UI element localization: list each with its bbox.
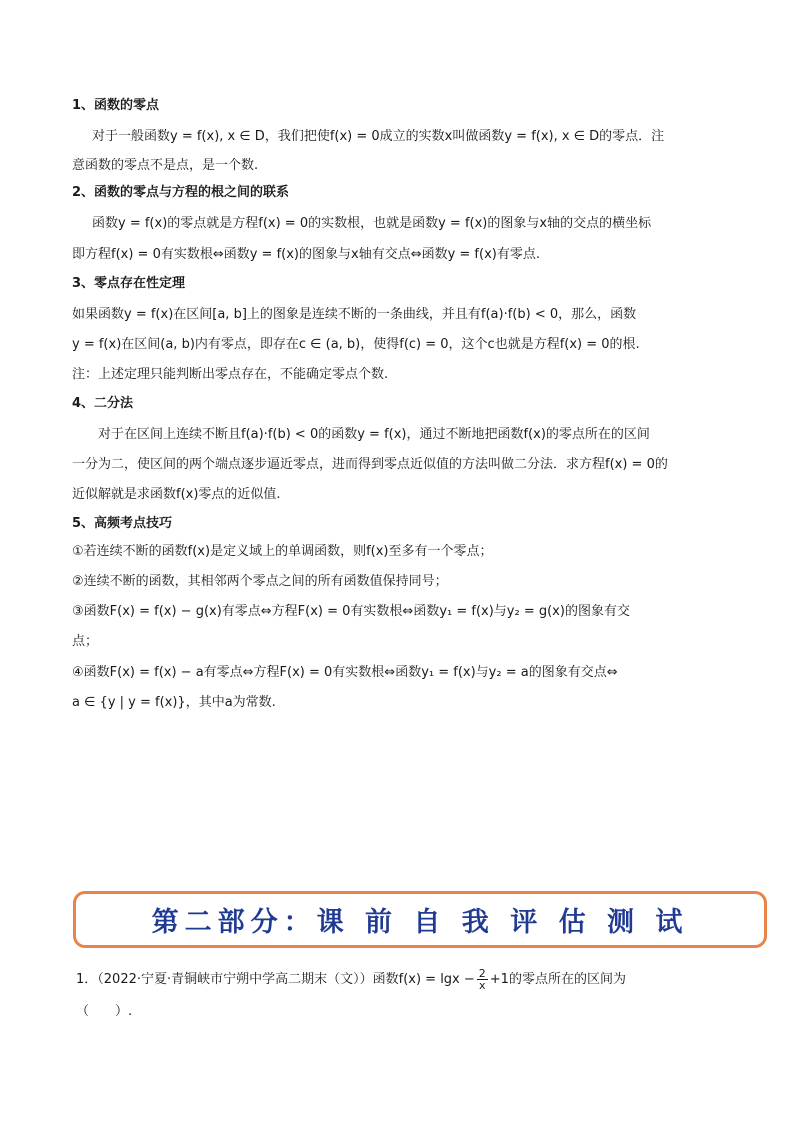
tip-item: ④函数F(x) = f(x) − a有零点⇔方程F(x) = 0有实数根⇔函数y₁ = f(x)与y₂ = a的图象有交点⇔ bbox=[72, 665, 618, 680]
tip-item: ②连续不断的函数，其相邻两个零点之间的所有函数值保持同号； bbox=[72, 574, 448, 589]
section-heading-existence-theorem: 3、零点存在性定理 bbox=[72, 276, 186, 291]
section-heading-tips: 5、高频考点技巧 bbox=[72, 516, 173, 531]
paragraph-line: y = f(x)在区间(a, b)内有零点，即存在c ∈ (a, b)，使得f(c) = 0，这个c也就是方程f(x) = 0的根. bbox=[72, 337, 640, 352]
section-banner bbox=[73, 891, 767, 948]
answer-blank: （ ）. bbox=[76, 1004, 133, 1019]
note-line: 注：上述定理只能判断出零点存在，不能确定零点个数. bbox=[72, 367, 389, 382]
paragraph-line: 对于在区间上连续不断且f(a)·f(b) < 0的函数y = f(x)，通过不断地把函数f(x)的零点所在的区间 bbox=[98, 427, 650, 442]
paragraph-line: 如果函数y = f(x)在区间[a, b]上的图象是连续不断的一条曲线，并且有f(a)·f(b) < 0，那么，函数 bbox=[72, 307, 637, 322]
section-heading-zero-point: 1、函数的零点 bbox=[72, 98, 160, 113]
paragraph-line: 对于一般函数y = f(x), x ∈ D，我们把使f(x) = 0成立的实数x叫做函数y = f(x), x ∈ D的零点．注 bbox=[92, 129, 665, 144]
tip-item-continued: 点； bbox=[72, 634, 99, 649]
question-1 bbox=[76, 968, 626, 991]
section-heading-bisection: 4、二分法 bbox=[72, 396, 134, 411]
fraction-denominator: x bbox=[479, 979, 486, 992]
tip-item: ①若连续不断的函数f(x)是定义域上的单调函数，则f(x)至多有一个零点； bbox=[72, 544, 493, 559]
tip-item: ③函数F(x) = f(x) − g(x)有零点⇔方程F(x) = 0有实数根⇔函数y₁ = f(x)与y₂ = g(x)的图象有交 bbox=[72, 604, 630, 619]
question-prefix: 1．（2022·宁夏·青铜峡市宁朔中学高二期末（文））函数f(x) = lgx − bbox=[76, 972, 475, 987]
paragraph-line: 函数y = f(x)的零点就是方程f(x) = 0的实数根，也就是函数y = f(x)的图象与x轴的交点的横坐标 bbox=[92, 216, 652, 231]
question-suffix: +1的零点所在的区间为 bbox=[489, 972, 626, 987]
paragraph-line: 一分为二，使区间的两个端点逐步逼近零点，进而得到零点近似值的方法叫做二分法．求方程f(x) = 0的 bbox=[72, 457, 668, 472]
paragraph-line: 近似解就是求函数f(x)零点的近似值. bbox=[72, 487, 281, 502]
banner-title: 第二部分：课 前 自 我 评 估 测 试 bbox=[151, 907, 689, 938]
fraction-numerator: 2 bbox=[478, 967, 486, 980]
paragraph-line: 意函数的零点不是点，是一个数. bbox=[72, 158, 259, 173]
paragraph-line: 即方程f(x) = 0有实数根⇔函数y = f(x)的图象与x轴有交点⇔函数y = f(x)有零点. bbox=[72, 247, 540, 262]
section-heading-zero-root-relation: 2、函数的零点与方程的根之间的联系 bbox=[72, 185, 290, 200]
tip-item-continued: a ∈ {y | y = f(x)}，其中a为常数. bbox=[72, 695, 276, 710]
fraction bbox=[477, 968, 488, 991]
